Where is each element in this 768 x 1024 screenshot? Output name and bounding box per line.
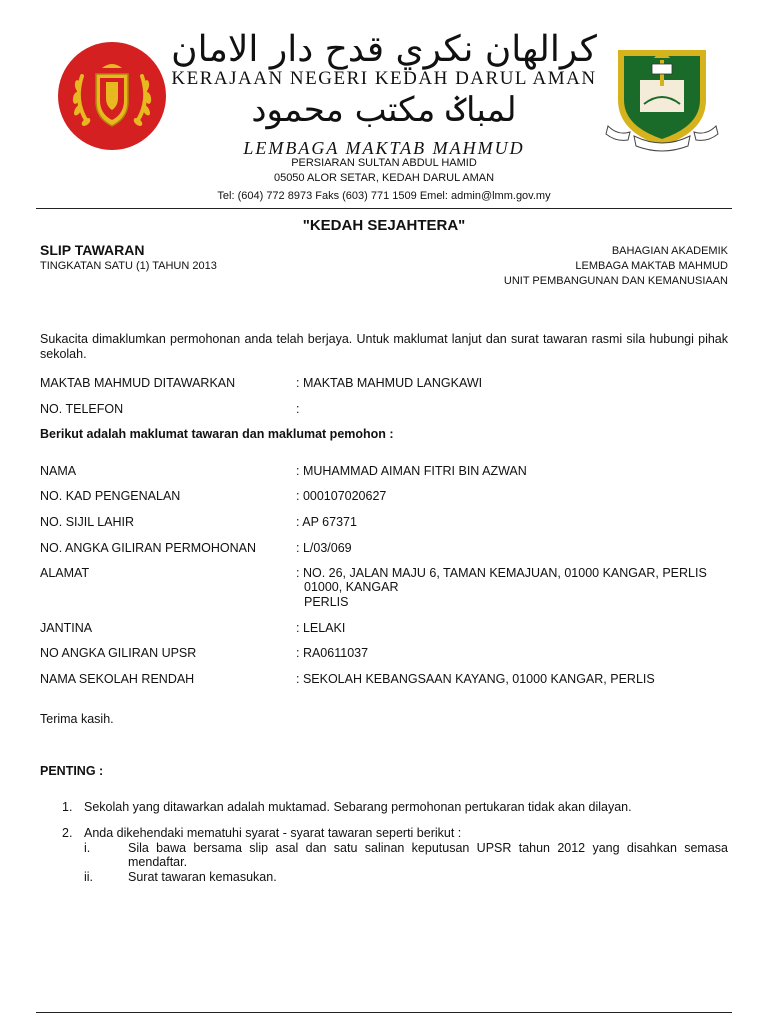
gender-label: JANTINA — [40, 621, 93, 635]
footer-divider — [36, 1012, 732, 1013]
important-item-number: 2. — [62, 826, 73, 840]
application-number-value: : L/03/069 — [296, 541, 352, 555]
gender-value: : LELAKI — [296, 621, 346, 635]
primary-school-value: : SEKOLAH KEBANGSAAN KAYANG, 01000 KANGAR, PERLIS — [296, 672, 655, 686]
condition-text: Surat tawaran kemasukan. — [128, 870, 277, 884]
upsr-number-label: NO ANGKA GILIRAN UPSR — [40, 646, 197, 660]
upsr-number-value: : RA0611037 — [296, 646, 369, 660]
closing-text: Terima kasih. — [40, 712, 114, 726]
birth-cert-label: NO. SIJIL LAHIR — [40, 515, 135, 529]
slip-subtitle: TINGKATAN SATU (1) TAHUN 2013 — [40, 260, 217, 272]
important-item-number: 1. — [62, 800, 73, 814]
birth-cert-value: : AP 67371 — [296, 515, 357, 529]
address-label: ALAMAT — [40, 566, 90, 580]
address-value: : NO. 26, JALAN MAJU 6, TAMAN KEMAJUAN, 01000 KANGAR, PERLIS — [296, 566, 707, 580]
name-value: : MUHAMMAD AIMAN FITRI BIN AZWAN — [296, 464, 527, 478]
department-line: LEMBAGA MAKTAB MAHMUD — [575, 260, 728, 272]
condition-number: ii. — [84, 870, 94, 884]
condition-number: i. — [84, 841, 91, 855]
contact-line: Tel: (604) 772 8973 Faks (603) 771 1509 Emel: admin@lmm.gov.my — [217, 190, 551, 202]
address-value-line-3: PERLIS — [304, 595, 349, 609]
jawi-state-name: كرالهان نكري قدح دار الامان — [171, 29, 597, 70]
info-heading: Berikut adalah maklumat tawaran dan maklumat pemohon : — [40, 427, 394, 441]
offer-label: MAKTAB MAHMUD DITAWARKAN — [40, 376, 236, 390]
ic-value: : 000107020627 — [296, 489, 387, 503]
phone-value: : — [296, 402, 300, 416]
institution-name: LEMBAGA MAKTAB MAHMUD — [243, 138, 525, 158]
maktab-mahmud-shield-logo — [604, 40, 720, 152]
jawi-institution-name: لمباݢ مكتب محمود — [251, 90, 517, 130]
department-line: BAHAGIAN AKADEMIK — [611, 245, 728, 257]
state-name: KERAJAAN NEGERI KEDAH DARUL AMAN — [171, 68, 597, 89]
name-label: NAMA — [40, 464, 77, 478]
phone-label: NO. TELEFON — [40, 402, 124, 416]
ic-label: NO. KAD PENGENALAN — [40, 489, 181, 503]
department-line: UNIT PEMBANGUNAN DAN KEMANUSIAAN — [503, 275, 728, 287]
application-number-label: NO. ANGKA GILIRAN PERMOHONAN — [40, 541, 257, 555]
address-line-2: 05050 ALOR SETAR, KEDAH DARUL AMAN — [273, 172, 495, 184]
motto: "KEDAH SEJAHTERA" — [302, 217, 466, 234]
important-item-text: Anda dikehendaki mematuhi syarat - syarat tawaran seperti berikut : — [84, 826, 462, 840]
department-block — [504, 244, 728, 289]
condition-text: Sila bawa bersama slip asal dan satu salinan keputusan UPSR tahun 2012 yang disahkan semasa mendaftar. — [128, 841, 728, 869]
address-value-line-2: 01000, KANGAR — [304, 580, 399, 594]
important-item-text: Sekolah yang ditawarkan adalah muktamad. Sebarang permohonan pertukaran tidak akan dilayan. — [84, 800, 632, 814]
header-divider — [36, 208, 732, 209]
slip-title: SLIP TAWARAN — [40, 242, 145, 258]
kedah-state-crest-logo — [56, 40, 168, 152]
primary-school-label: NAMA SEKOLAH RENDAH — [40, 672, 195, 686]
offer-value: : MAKTAB MAHMUD LANGKAWI — [296, 376, 483, 390]
important-heading: PENTING : — [40, 764, 104, 778]
intro-paragraph: Sukacita dimaklumkan permohonan anda telah berjaya. Untuk maklumat lanjut dan surat tawaran rasmi sila hubungi pihak sekolah. — [40, 332, 728, 361]
address-line-1: PERSIARAN SULTAN ABDUL HAMID — [291, 157, 477, 169]
